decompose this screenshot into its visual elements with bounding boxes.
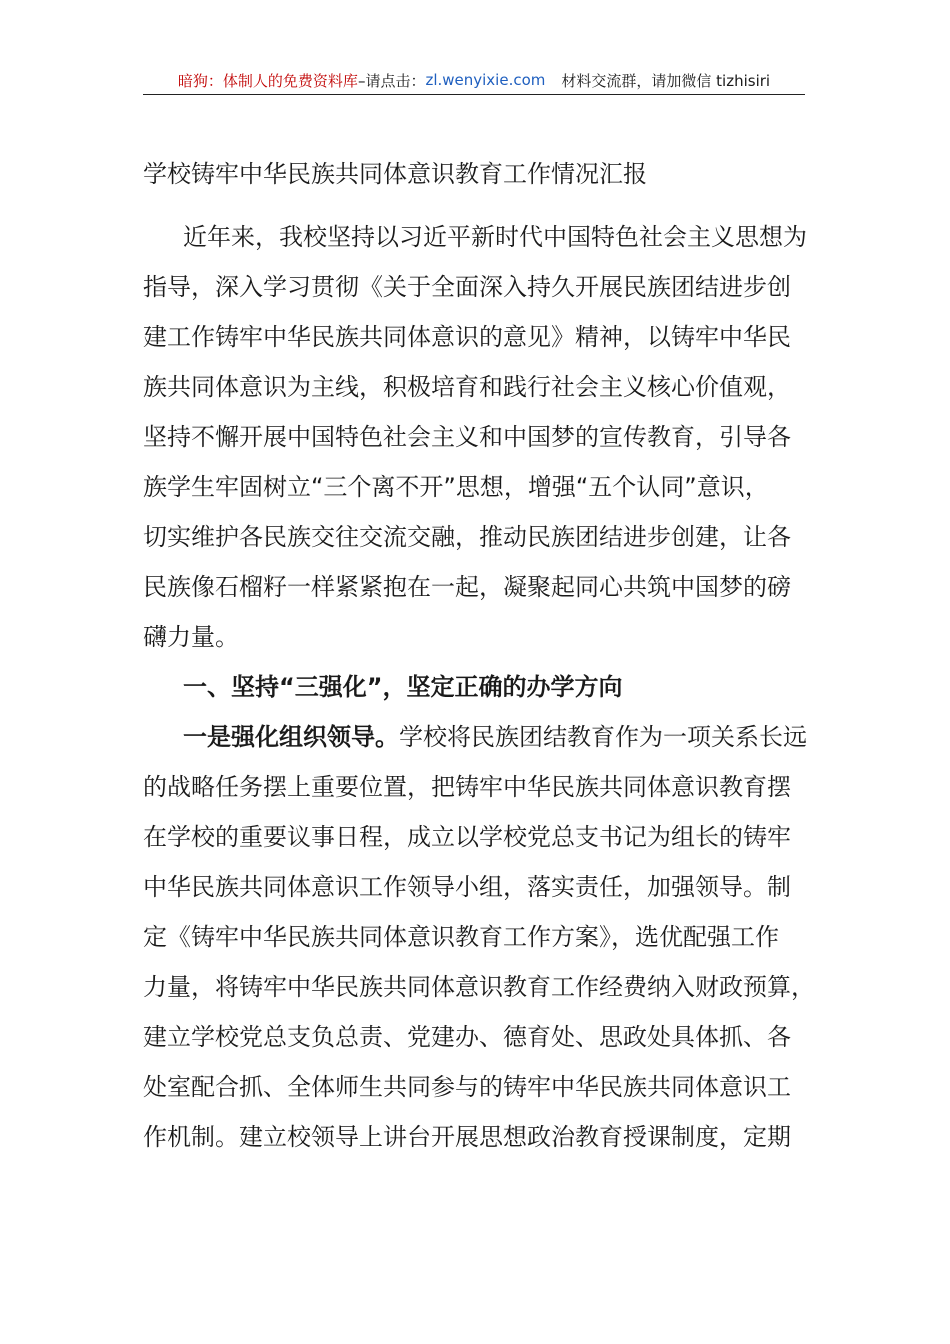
paragraph-line: 在学校的重要议事日程，成立以学校党总支书记为组长的铸牢 xyxy=(143,823,791,851)
intro-line: 礴力量。 xyxy=(143,623,239,651)
document-title: 学校铸牢中华民族共同体意识教育工作情况汇报 xyxy=(143,160,647,188)
header-separator: –请点击： xyxy=(357,71,426,90)
header-url-link[interactable]: zl.wenyixie.com xyxy=(425,71,546,89)
paragraph-line: 作机制。建立校领导上讲台开展思想政治教育授课制度，定期 xyxy=(143,1123,791,1151)
paragraph-line: 力量，将铸牢中华民族共同体意识教育工作经费纳入财政预算， xyxy=(143,973,815,1001)
paragraph-first-line xyxy=(143,712,813,762)
intro-line: 指导，深入学习贯彻《关于全面深入持久开展民族团结进步创 xyxy=(143,273,791,301)
page-header xyxy=(143,66,805,95)
paragraph-line: 中华民族共同体意识工作领导小组，落实责任，加强领导。制 xyxy=(143,873,791,901)
paragraph-lead: 一是强化组织领导。 xyxy=(183,723,399,751)
intro-line: 近年来，我校坚持以习近平新时代中国特色社会主义思想为 xyxy=(183,223,807,251)
paragraph-line: 处室配合抓、全体师生共同参与的铸牢中华民族共同体意识工 xyxy=(143,1073,791,1101)
paragraph-line: 定《铸牢中华民族共同体意识教育工作方案》，选优配强工作 xyxy=(143,923,779,951)
intro-line: 民族像石榴籽一样紧紧抱在一起，凝聚起同心共筑中国梦的磅 xyxy=(143,573,791,601)
intro-line: 族学生牢固树立“三个离不开”思想，增强“五个认同”意识， xyxy=(143,473,769,501)
paragraph-line: 建立学校党总支负总责、党建办、德育处、思政处具体抓、各 xyxy=(143,1023,791,1051)
header-brand: 暗狗：体制人的免费资料库 xyxy=(177,71,358,90)
intro-line: 建工作铸牢中华民族共同体意识的意见》精神，以铸牢中华民 xyxy=(143,323,791,351)
intro-line: 坚持不懈开展中国特色社会主义和中国梦的宣传教育，引导各 xyxy=(143,423,791,451)
document-body xyxy=(143,212,813,1162)
section-heading: 一、坚持“三强化”，坚定正确的办学方向 xyxy=(183,673,623,701)
paragraph-first-rest: 学校将民族团结教育作为一项关系长远 xyxy=(399,723,807,751)
paragraph-line: 的战略任务摆上重要位置，把铸牢中华民族共同体意识教育摆 xyxy=(143,773,791,801)
intro-line: 切实维护各民族交往交流交融，推动民族团结进步创建，让各 xyxy=(143,523,791,551)
intro-line: 族共同体意识为主线，积极培育和践行社会主义核心价值观， xyxy=(143,373,791,401)
header-group-text: 材料交流群，请加微信 tizhisiri xyxy=(561,71,771,90)
